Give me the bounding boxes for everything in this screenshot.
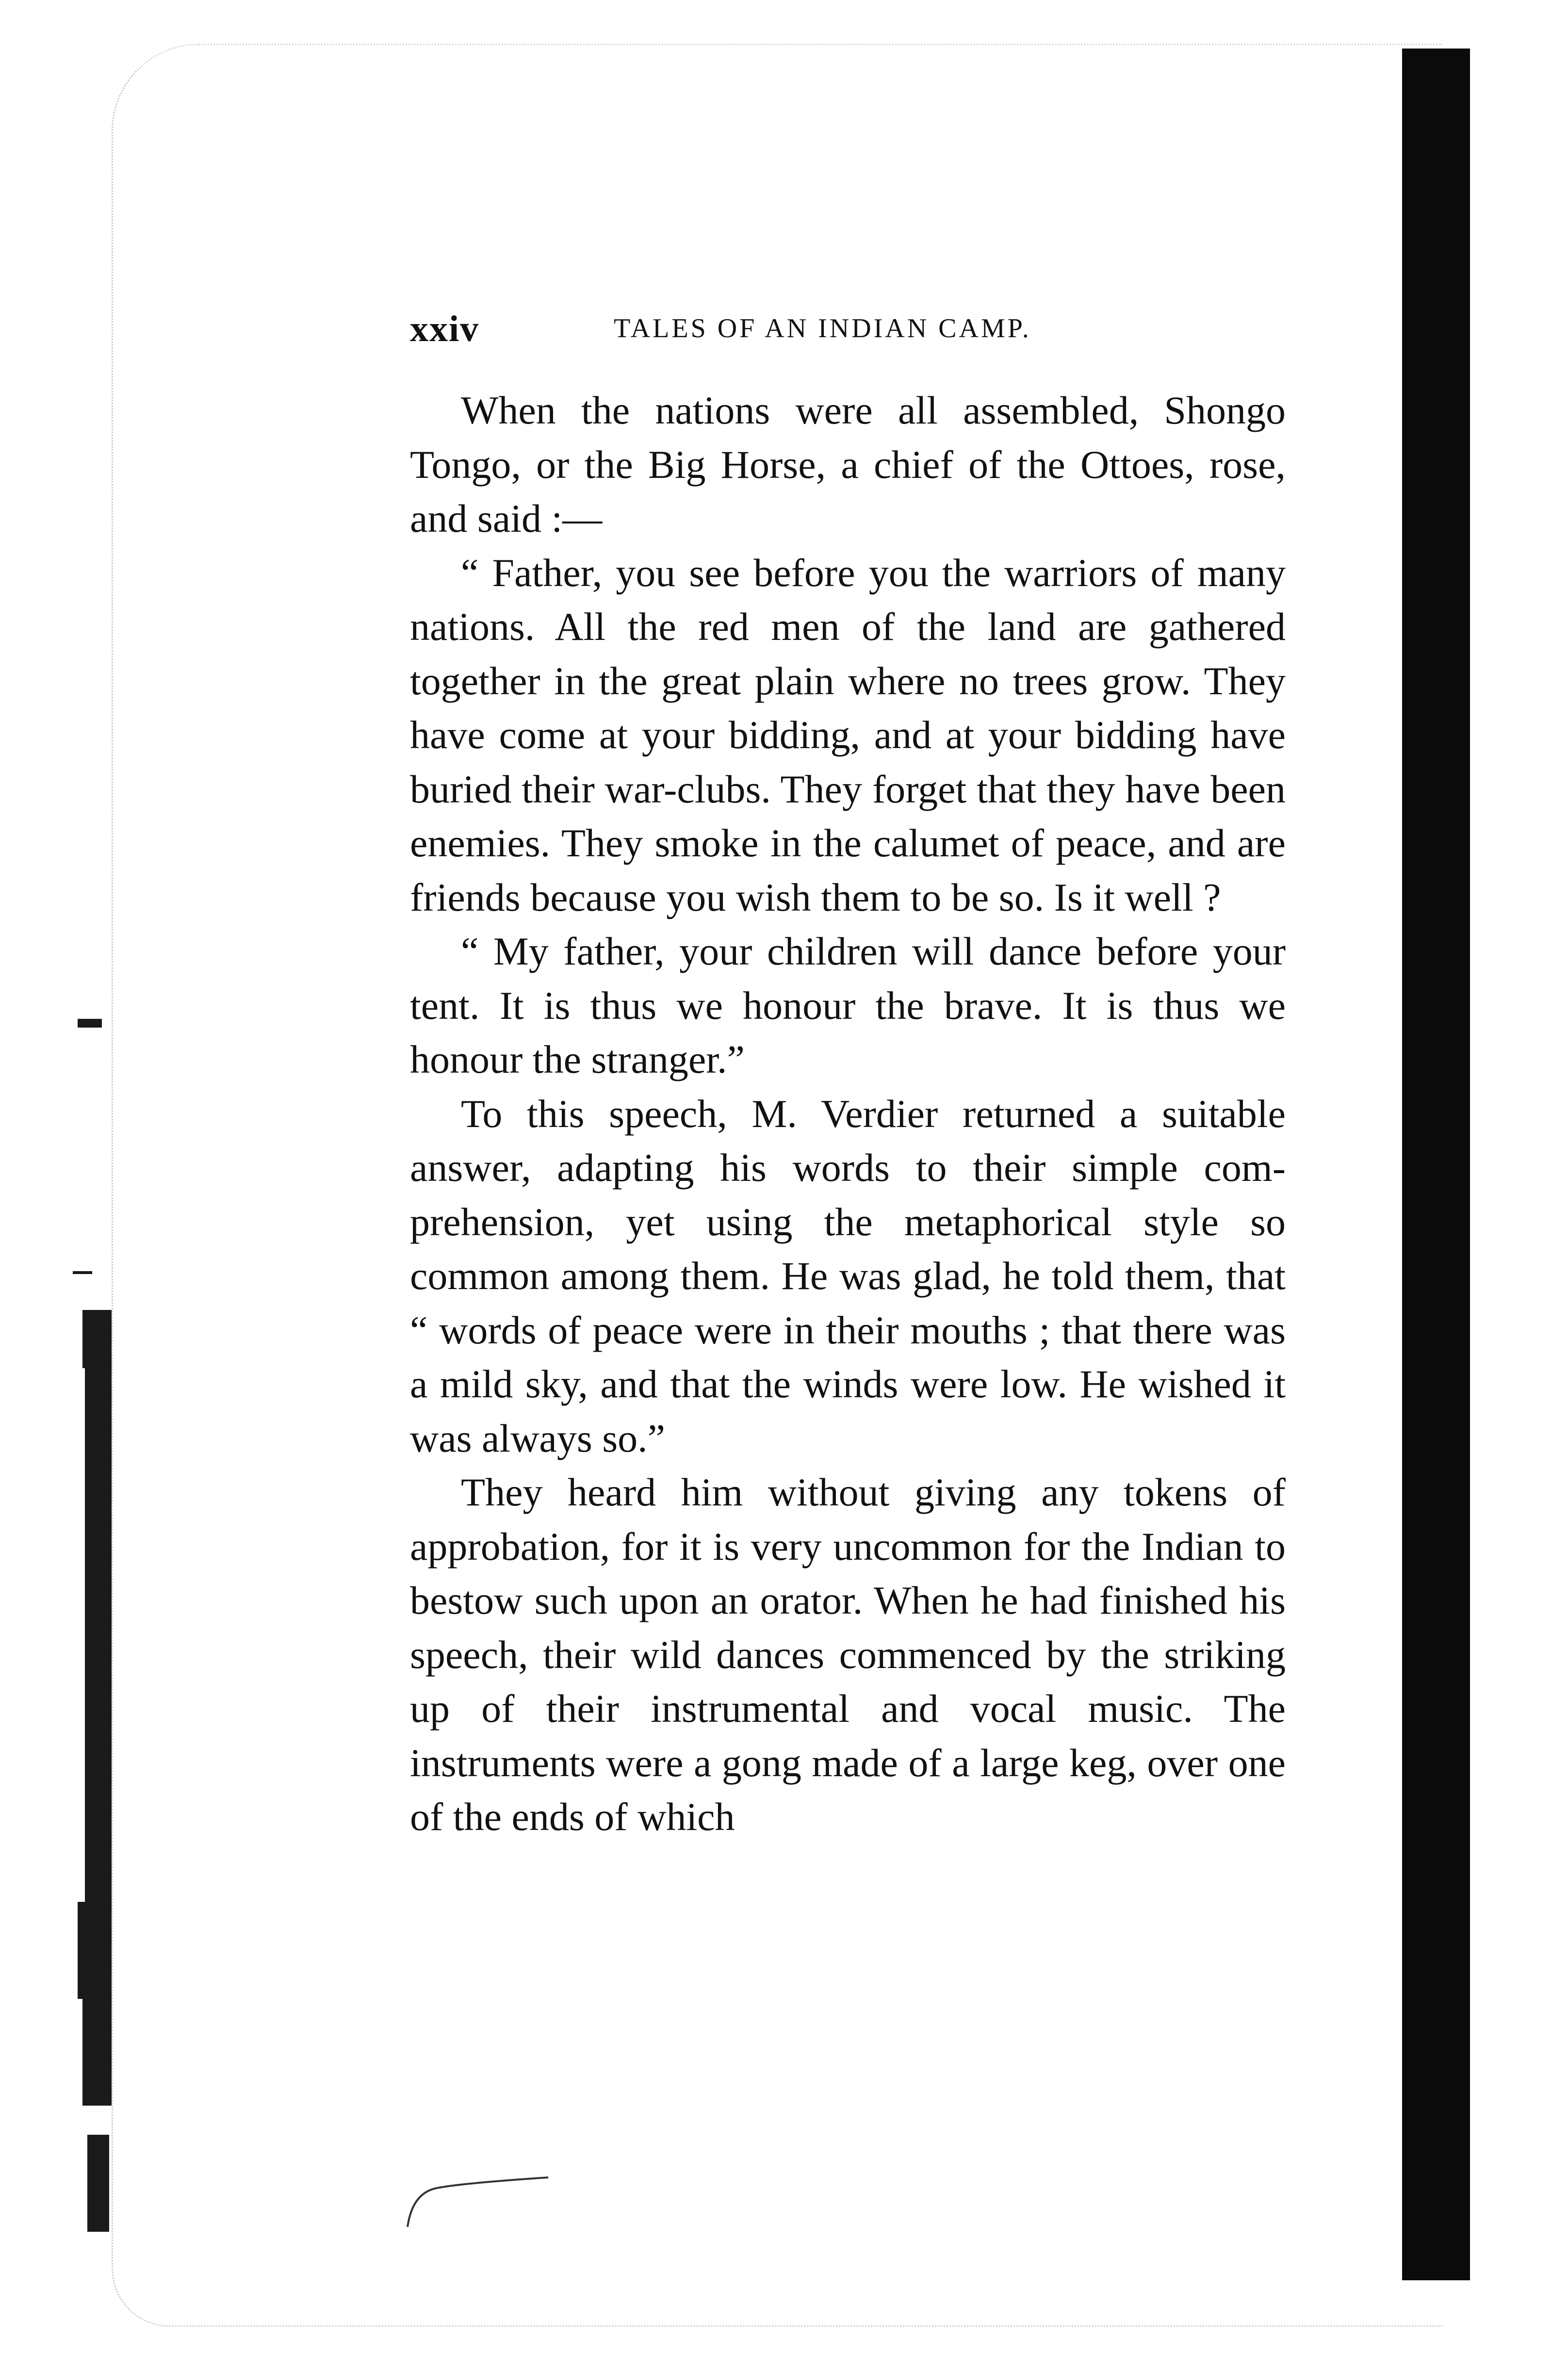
paragraph: They heard him without giving any tokens of approbation, for it is very uncommon for the Indian to bestow such upon an orator. When he had finished his speech, their wild dances commenced by the striking up of their instrumental and vocal music. The instruments were a gong made of a large keg, over one of the ends of which [410, 1470, 1286, 1839]
running-title: TALES OF AN INDIAN CAMP. [614, 313, 1031, 343]
paragraph: “ Father, you see before you the warriors of many nations. All the red men of the land are gathered together in the great plain where no trees grow. They have come at your bidding, and at your bidding have buried their war-clubs. They forget that they have been enemies. They smoke in the calumet of peace, and are friends because you wish them to be so. Is it well ? [410, 550, 1286, 919]
binding-shadow [1402, 49, 1470, 2280]
pencil-stroke [398, 2174, 553, 2232]
page-number: xxiv [410, 309, 480, 349]
paragraph: “ My father, your children will dance before your tent. It is thus we honour the brave. It is thus we honour the stranger.” [410, 929, 1286, 1081]
gutter-scan-marks [63, 1019, 121, 2251]
running-head [410, 308, 1286, 352]
body-text [410, 383, 1286, 1844]
paragraph: To this speech, M. Verdier returned a suitable answer, adapting his words to their simple comprehension, yet using the metaphorical style so common among them. He was glad, he told them, that “ words of peace were in their mouths ; that there was a mild sky, and that the winds were low. He wished it was always so.” [410, 1091, 1286, 1460]
paragraph: When the nations were all assembled, Shongo Tongo, or the Big Horse, a chief of the Ottoes, rose, and said :— [410, 388, 1286, 540]
